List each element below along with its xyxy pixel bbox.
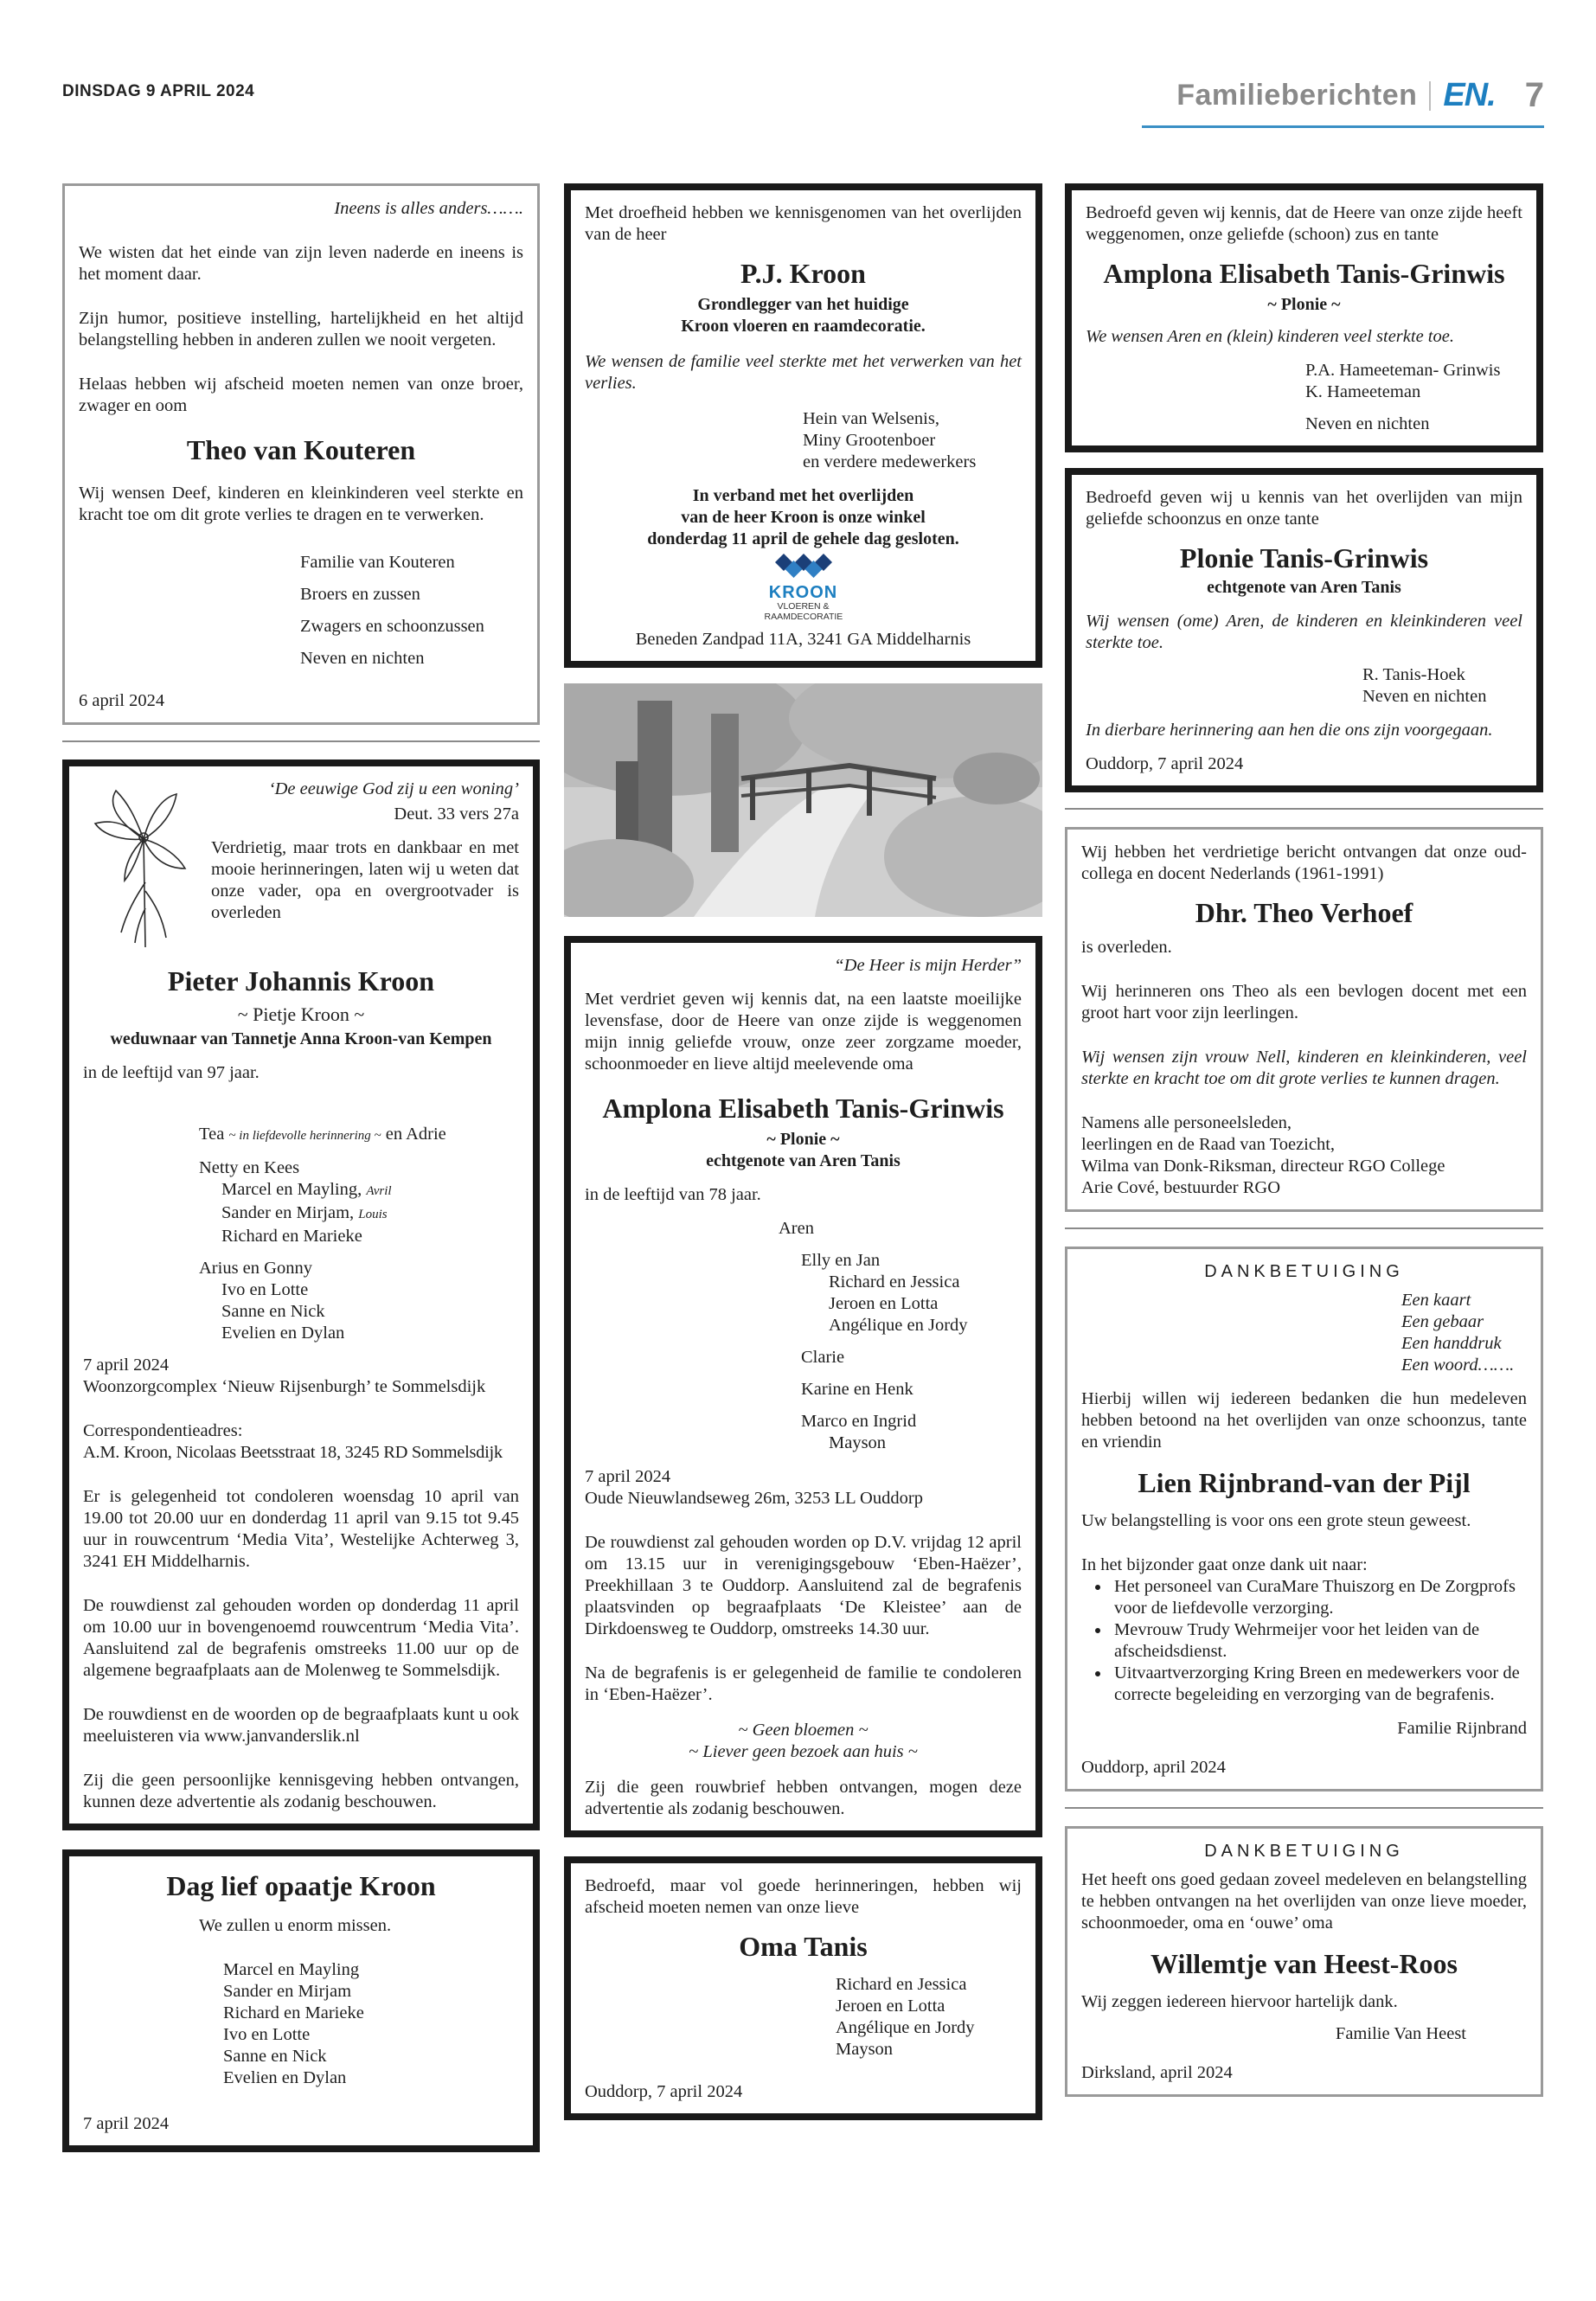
notice-paragraph: Verdrietig, maar trots en dankbaar en met mooie herinneringen, laten wij u weten dat onze vader, opa en overgrootvader is overleden (211, 838, 519, 922)
family-name: Marcel en Mayling, (221, 1180, 362, 1199)
family-name: Richard en Marieke (223, 2003, 364, 2022)
notice-pj-kroon (564, 183, 1042, 668)
notice-place-date: Ouddorp, april 2024 (1081, 1758, 1226, 1777)
notice-plonie-tanis-grinwis (1065, 468, 1543, 792)
child-name: Louis (358, 1208, 388, 1221)
kroon-logo-sub: RAAMDECORATIE (764, 612, 843, 622)
column-middle (564, 183, 1042, 2136)
notice-date: 7 april 2024 (83, 2114, 170, 2133)
notice-wish: We wensen de familie veel sterkte met het verwerken van het verlies. (585, 352, 1022, 393)
kroon-diamonds-icon (773, 554, 834, 578)
notice-paragraph: Wij herinneren ons Theo als een bevlogen docent met een groot hart voor zijn leerlingen. (1081, 982, 1527, 1022)
signer: Familie Rijnbrand (1397, 1719, 1527, 1738)
signers-list (1086, 664, 1522, 708)
poem (1081, 1290, 1527, 1376)
deceased-name: Willemtje van Heest-Roos (1151, 1948, 1458, 1979)
notice-paragraph: Helaas hebben wij afscheid moeten nemen van onze broer, zwager en oom (79, 375, 523, 415)
deceased-name: Oma Tanis (739, 1931, 868, 1962)
column-separator (1065, 1807, 1543, 1809)
notice-request: ~ Liever geen bezoek aan huis ~ (689, 1742, 918, 1761)
notice-theo-verhoef (1065, 827, 1543, 1212)
column-left (62, 183, 540, 2168)
notice-paragraph: We wisten dat het einde van zijn leven naderde en ineens is het moment daar. (79, 243, 523, 284)
notice-request: ~ Geen bloemen ~ (738, 1721, 869, 1740)
notice-title: Dag lief opaatje Kroon (166, 1870, 436, 1901)
family-name: Evelien en Dylan (221, 1324, 345, 1343)
bible-verse: Deut. 33 vers 27a (394, 804, 519, 824)
dankbetuiging-heading: DANKBETUIGING (1204, 1842, 1404, 1861)
family-name: Elly en Jan (801, 1251, 881, 1270)
notice-address: Oude Nieuwlandseweg 26m, 3253 LL Ouddorp (585, 1489, 923, 1508)
family-name: Aren (779, 1219, 814, 1238)
notice-place: Woonzorgcomplex ‘Nieuw Rijsenburgh’ te Sommelsdijk (83, 1377, 486, 1396)
signer: P.A. Hameeteman- Grinwis (1305, 361, 1501, 380)
deceased-age: in de leeftijd van 78 jaar. (585, 1185, 761, 1204)
kroon-logo (765, 554, 843, 622)
family-name: Sander en Mirjam (223, 1982, 352, 2001)
deceased-spouse: echtgenote van Aren Tanis (706, 1151, 901, 1170)
closure-notice: donderdag 11 april de gehele dag gesloten. (647, 529, 959, 548)
flower-icon (83, 779, 204, 952)
notice-paragraph: Zij die geen persoonlijke kennisgeving hebben ontvangen, kunnen deze advertentie als zodanig beschouwen. (83, 1771, 519, 1811)
family-name: Mayson (836, 2040, 894, 2059)
column-separator (1065, 1227, 1543, 1229)
notice-paragraph: Na de begrafenis is er gelegenheid de familie te condoleren in ‘Eben-Haëzer’. (585, 1663, 1022, 1704)
family-name: Richard en Jessica (836, 1975, 967, 1994)
notice-paragraph: De rouwdienst en de woorden op de begraafplaats kunt u ook meeluisteren via www.janvanderslik.nl (83, 1705, 519, 1746)
correspondence-address: A.M. Kroon, Nicolaas Beetsstraat 18, 3245 RD Sommelsdijk (83, 1443, 503, 1462)
column-separator (62, 740, 540, 742)
poem-line: Een woord……. (1401, 1356, 1515, 1375)
thanks-item: • Mevrouw Trudy Wehrmeijer voor het leiden van de afscheidsdienst. (1111, 1619, 1527, 1663)
notice-theo-van-kouteren (62, 183, 540, 725)
family-name: Mayson (829, 1433, 887, 1452)
notice-wish: Wij wensen (ome) Aren, de kinderen en kleinkinderen veel sterkte toe. (1086, 612, 1522, 652)
deceased-nickname: ~ Plonie ~ (1267, 295, 1341, 314)
notice-paragraph: Met droefheid hebben we kennisgenomen van het overlijden van de heer (585, 203, 1022, 244)
notice-paragraph: Wij zeggen iedereen hiervoor hartelijk dank. (1081, 1992, 1398, 2011)
family-name: Ivo en Lotte (223, 2025, 311, 2044)
notice-oma-tanis (564, 1856, 1042, 2120)
notice-paragraph: Bedroefd geven wij kennis, dat de Heere van onze zijde heeft weggenomen, onze geliefde (schoon) zus en tante (1086, 203, 1522, 244)
newspaper-logo: EN. (1443, 77, 1496, 113)
signer: Familie van Kouteren (300, 553, 455, 572)
family-name: Marcel en Mayling (223, 1960, 360, 1979)
family-list (83, 1124, 519, 1344)
page-number: 7 (1524, 76, 1544, 114)
notice-date: 7 april 2024 (83, 1356, 170, 1375)
deceased-name: Dhr. Theo Verhoef (1195, 897, 1413, 928)
signer: Neven en nichten (300, 649, 425, 668)
family-name: Sander en Mirjam, (221, 1203, 355, 1222)
deceased-name: Lien Rijnbrand-van der Pijl (1138, 1467, 1471, 1498)
signer: leerlingen en de Raad van Toezicht, (1081, 1135, 1336, 1154)
notice-paragraph: is overleden. (1081, 938, 1172, 957)
poem-line: Een gebaar (1401, 1312, 1484, 1331)
signers-list (1086, 360, 1522, 435)
signer: en verdere medewerkers (803, 452, 977, 471)
family-name: en Adrie (385, 1125, 446, 1144)
notice-place-date: Ouddorp, 7 april 2024 (585, 2082, 743, 2101)
deceased-name: Amplona Elisabeth Tanis-Grinwis (1103, 258, 1505, 289)
deceased-name: Amplona Elisabeth Tanis-Grinwis (602, 1093, 1004, 1124)
family-name: Marco en Ingrid (801, 1412, 917, 1431)
notice-amplona-tanis-grinwis (564, 936, 1042, 1837)
signer: Zwagers en schoonzussen (300, 617, 484, 636)
header-divider (1429, 81, 1431, 111)
deceased-name: Pieter Johannis Kroon (167, 965, 435, 997)
notice-place-date: Dirksland, april 2024 (1081, 2063, 1233, 2082)
notice-paragraph: Hierbij willen wij iedereen bedanken die hun medeleven hebben betoond na het overlijden van onze schoonzus, tante en vriendin (1081, 1389, 1527, 1452)
child-name: Avril (366, 1184, 392, 1198)
family-name: Netty en Kees (199, 1158, 300, 1177)
deceased-nickname: ~ Pietje Kroon ~ (237, 1003, 365, 1025)
notice-paragraph: De rouwdienst zal gehouden worden op D.V. vrijdag 12 april om 13.15 uur in verenigingsgebouw ‘Eben-Haëzer’, Preekhillaan 3 te Ouddorp. Aansluitend zal de begrafenis plaatsvinden op begraafplaats ‘De Kleistee’ aan de Dirkdoensweg te Ouddorp, omstreeks 14.30 uur. (585, 1533, 1022, 1638)
notice-wish: Wij wensen zijn vrouw Nell, kinderen en kleinkinderen, veel sterkte en kracht toe om dit grote verlies te kunnen dragen. (1081, 1048, 1527, 1088)
notice-paragraph: Uw belangstelling is voor ons een grote steun geweest. (1081, 1511, 1471, 1530)
closure-notice: In verband met het overlijden (692, 486, 914, 505)
notice-paragraph: Het heeft ons goed gedaan zoveel medeleven en belangstelling te hebben ontvangen na het overlijden van onze lieve moeder, schoonmoeder, oma en ‘ouwe’ oma (1081, 1870, 1527, 1932)
kroon-logo-sub: VLOEREN & (777, 601, 830, 612)
family-list (83, 1959, 519, 2089)
signer: Neven en nichten (1305, 414, 1430, 433)
family-name: Evelien en Dylan (223, 2068, 347, 2087)
notice-opaatje-kroon (62, 1849, 540, 2152)
poem-line: Een kaart (1401, 1291, 1471, 1310)
notice-motto: “De Heer is mijn Herder” (834, 956, 1022, 975)
notice-dankbetuiging-van-heest (1065, 1826, 1543, 2097)
deceased-age: in de leeftijd van 97 jaar. (83, 1063, 260, 1082)
deceased-role: Grondlegger van het huidige (697, 295, 909, 314)
closure-notice: van de heer Kroon is onze winkel (681, 508, 926, 527)
company-address: Beneden Zandpad 11A, 3241 GA Middelharnis (635, 630, 971, 649)
family-name: Clarie (801, 1348, 845, 1367)
family-name: Arius en Gonny (199, 1259, 312, 1278)
family-name: Angélique en Jordy (836, 2018, 975, 2037)
notice-paragraph: De rouwdienst zal gehouden worden op donderdag 11 april om 10.00 uur in bovengenoemd rouwcentrum ‘Media Vita’. Aansluitend zal de begrafenis omstreeks 11.00 uur op de algemene begraafplaats aan de Molenweg te Sommelsdijk. (83, 1596, 519, 1680)
notice-date: 6 april 2024 (79, 691, 165, 710)
deceased-name: Plonie Tanis-Grinwis (1179, 542, 1429, 574)
thanks-list (1111, 1576, 1527, 1706)
family-name: Jeroen en Lotta (829, 1294, 939, 1313)
dankbetuiging-heading: DANKBETUIGING (1204, 1262, 1404, 1281)
signer: Wilma van Donk-Riksman, directeur RGO College (1081, 1157, 1445, 1176)
correspondence-label: Correspondentieadres: (83, 1421, 243, 1440)
notice-paragraph: In het bijzonder gaat onze dank uit naar: (1081, 1555, 1368, 1574)
memory-note: ~ in liefdevolle herinnering ~ (228, 1129, 381, 1143)
family-name: Sanne en Nick (223, 2047, 327, 2066)
family-list (585, 1218, 1022, 1454)
kroon-logo-word: KROON (768, 583, 838, 602)
signer: R. Tanis-Hoek (1362, 665, 1465, 684)
notice-pieter-johannis-kroon (62, 760, 540, 1830)
notice-paragraph: Bedroefd geven wij u kennis van het overlijden van mijn geliefde schoonzus en onze tante (1086, 488, 1522, 529)
family-name: Richard en Marieke (221, 1227, 362, 1246)
signer: K. Hameeteman (1305, 382, 1421, 401)
signer: Namens alle personeelsleden, (1081, 1113, 1292, 1132)
notice-paragraph: We zullen u enorm missen. (199, 1916, 392, 1935)
poem-line: Een handdruk (1401, 1334, 1502, 1353)
family-name: Tea (199, 1125, 225, 1144)
deceased-role: Kroon vloeren en raamdecoratie. (681, 317, 926, 336)
notice-paragraph: Wij hebben het verdrietige bericht ontvangen dat onze oud-collega en docent Nederlands (1961-1991) (1081, 843, 1527, 883)
signer: Miny Grootenboer (803, 431, 936, 450)
page-date: DINSDAG 9 APRIL 2024 (62, 82, 255, 100)
notice-dankbetuiging-rijnbrand (1065, 1247, 1543, 1791)
signer: Neven en nichten (1362, 687, 1487, 706)
deceased-name: P.J. Kroon (740, 258, 866, 289)
signers-list (79, 547, 523, 675)
thanks-item: • Uitvaartverzorging Kring Breen en medewerkers voor de correcte begeleiding en verzorging van de begrafenis. (1111, 1663, 1527, 1706)
signer: Familie Van Heest (1335, 2024, 1466, 2043)
notice-place-date: Ouddorp, 7 april 2024 (1086, 754, 1244, 773)
forest-bridge-photo (564, 683, 1042, 917)
notice-wish: We wensen Aren en (klein) kinderen veel sterkte toe. (1086, 327, 1454, 346)
notice-paragraph: Bedroefd, maar vol goede herinneringen, hebben wij afscheid moeten nemen van onze lieve (585, 1876, 1022, 1917)
family-name: Angélique en Jordy (829, 1316, 968, 1335)
notice-date: 7 april 2024 (585, 1467, 671, 1486)
notice-paragraph: Met verdriet geven wij kennis dat, na een laatste moeilijke levensfase, door de Heere van onze zijde is weggenomen mijn innig geliefde vrouw, onze zeer zorgzame moeder, schoonmoeder en lieve altijd meelevende oma (585, 990, 1022, 1074)
family-name: Richard en Jessica (829, 1272, 960, 1292)
signer: Hein van Welsenis, (803, 409, 939, 428)
signer: Broers en zussen (300, 585, 420, 604)
notice-paragraph: Zijn humor, positieve instelling, hartelijkheid en het altijd belangstelling hebben in anderen zullen we nooit vergeten. (79, 309, 523, 349)
signers-list (585, 408, 1022, 473)
family-name: Ivo en Lotte (221, 1280, 309, 1299)
section-header (1142, 66, 1544, 128)
notice-paragraph: Wij wensen Deef, kinderen en kleinkinderen veel sterkte en kracht toe om dit grote verlies te dragen en te verwerken. (79, 484, 523, 524)
family-list (585, 1974, 1022, 2061)
notice-memory: In dierbare herinnering aan hen die ons zijn voorgegaan. (1086, 721, 1493, 740)
family-name: Karine en Henk (801, 1380, 913, 1399)
deceased-nickname: ~ Plonie ~ (766, 1130, 840, 1149)
signer: Arie Cové, bestuurder RGO (1081, 1178, 1281, 1197)
section-title: Familieberichten (1176, 79, 1418, 112)
family-name: Jeroen en Lotta (836, 1997, 945, 2016)
column-separator (1065, 808, 1543, 810)
deceased-spouse: weduwnaar van Tannetje Anna Kroon-van Kempen (110, 1029, 492, 1048)
notice-motto: Ineens is alles anders……. (334, 199, 523, 218)
notice-paragraph: Zij die geen rouwbrief hebben ontvangen, mogen deze advertentie als zodanig beschouwen. (585, 1778, 1022, 1818)
thanks-item: • Het personeel van CuraMare Thuiszorg en De Zorgprofs voor de liefdevolle verzorging. (1111, 1576, 1527, 1619)
notice-paragraph: Er is gelegenheid tot condoleren woensdag 10 april van 19.00 tot 20.00 uur en donderdag 11 april van 9.15 tot 9.45 uur in rouwcentrum ‘Media Vita’, Westelijke Achterweg 3, 3241 EH Middelharnis. (83, 1487, 519, 1571)
deceased-name: Theo van Kouteren (186, 434, 416, 465)
column-right (1065, 183, 1543, 2112)
family-name: Sanne en Nick (221, 1302, 325, 1321)
deceased-spouse: echtgenote van Aren Tanis (1207, 578, 1401, 597)
notice-motto: ‘De eeuwige God zij u een woning’ (268, 779, 519, 798)
notice-zus-amplona (1065, 183, 1543, 452)
